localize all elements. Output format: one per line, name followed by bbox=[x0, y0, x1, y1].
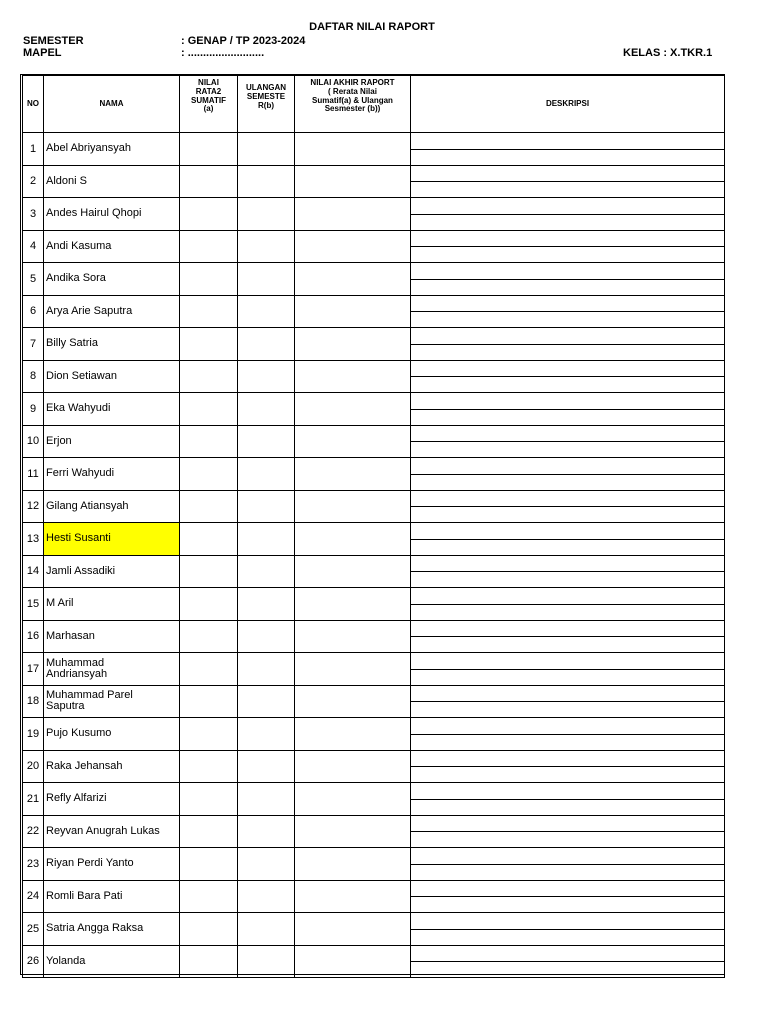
nilai-rata2-cell[interactable] bbox=[180, 133, 238, 166]
student-name-line: Aldoni S bbox=[46, 174, 87, 187]
nilai-akhir-cell[interactable] bbox=[295, 133, 411, 166]
row-number: 4 bbox=[23, 230, 44, 263]
ulangan-cell[interactable] bbox=[238, 458, 295, 491]
student-name-cell bbox=[44, 945, 180, 978]
ulangan-cell[interactable] bbox=[238, 880, 295, 913]
nilai-rata2-cell[interactable] bbox=[180, 490, 238, 523]
student-name-line: Andes Hairul Qhopi bbox=[46, 207, 142, 220]
deskripsi-divider bbox=[411, 929, 724, 930]
deskripsi-divider bbox=[411, 896, 724, 897]
nilai-rata2-cell[interactable] bbox=[180, 198, 238, 231]
deskripsi-divider bbox=[411, 831, 724, 832]
ulangan-cell[interactable] bbox=[238, 523, 295, 556]
student-name-cell bbox=[44, 880, 180, 913]
student-name-line: Arya Arie Saputra bbox=[46, 304, 133, 317]
student-name-cell bbox=[44, 718, 180, 751]
row-number: 16 bbox=[23, 620, 44, 653]
student-name-line: Jamli Assadiki bbox=[46, 564, 116, 577]
nilai-rata2-cell[interactable] bbox=[180, 783, 238, 816]
nilai-rata2-cell[interactable] bbox=[180, 328, 238, 361]
nilai-akhir-cell[interactable] bbox=[295, 848, 411, 881]
deskripsi-cell[interactable] bbox=[411, 133, 725, 166]
ulangan-cell[interactable] bbox=[238, 328, 295, 361]
student-name-line: Pujo Kusumo bbox=[46, 727, 112, 740]
table-row bbox=[23, 750, 725, 783]
nilai-rata2-cell[interactable] bbox=[180, 588, 238, 621]
nilai-akhir-cell[interactable] bbox=[295, 555, 411, 588]
table-row bbox=[23, 653, 725, 686]
semester-value: : GENAP / TP 2023-2024 bbox=[181, 35, 306, 47]
student-name-line: Satria Angga Raksa bbox=[46, 922, 144, 935]
header-nilai-akhir-line: NILAI AKHIR RAPORT bbox=[310, 78, 395, 87]
student-name-cell bbox=[44, 750, 180, 783]
student-name-cell bbox=[44, 913, 180, 946]
student-name-cell bbox=[44, 523, 180, 556]
nilai-akhir-cell[interactable] bbox=[295, 815, 411, 848]
table-row bbox=[23, 295, 725, 328]
deskripsi-divider bbox=[411, 766, 724, 767]
ulangan-cell[interactable] bbox=[238, 230, 295, 263]
deskripsi-divider bbox=[411, 441, 724, 442]
student-name-line: Gilang Atiansyah bbox=[46, 499, 129, 512]
ulangan-cell[interactable] bbox=[238, 620, 295, 653]
nilai-akhir-cell[interactable] bbox=[295, 295, 411, 328]
deskripsi-cell[interactable] bbox=[411, 848, 725, 881]
table-body bbox=[23, 133, 725, 978]
row-number: 24 bbox=[23, 880, 44, 913]
nilai-akhir-cell[interactable] bbox=[295, 165, 411, 198]
nilai-rata2-cell[interactable] bbox=[180, 685, 238, 718]
deskripsi-divider bbox=[411, 864, 724, 865]
deskripsi-cell[interactable] bbox=[411, 165, 725, 198]
deskripsi-divider bbox=[411, 734, 724, 735]
header-deskripsi: DESKRIPSI bbox=[411, 76, 725, 133]
mapel-label: MAPEL bbox=[23, 47, 62, 59]
header-ulangan-line: SEMESTE bbox=[246, 91, 286, 101]
ulangan-cell[interactable] bbox=[238, 588, 295, 621]
student-name-line: Refly Alfarizi bbox=[46, 792, 107, 805]
deskripsi-cell[interactable] bbox=[411, 913, 725, 946]
student-name-line: Erjon bbox=[46, 434, 72, 447]
deskripsi-divider bbox=[411, 409, 724, 410]
nilai-rata2-cell[interactable] bbox=[180, 393, 238, 426]
document-title: DAFTAR NILAI RAPORT bbox=[309, 21, 435, 33]
nilai-rata2-cell[interactable] bbox=[180, 880, 238, 913]
row-number: 2 bbox=[23, 165, 44, 198]
student-name-cell bbox=[44, 425, 180, 458]
deskripsi-cell[interactable] bbox=[411, 815, 725, 848]
ulangan-cell[interactable] bbox=[238, 295, 295, 328]
grade-table bbox=[22, 75, 725, 978]
row-number: 26 bbox=[23, 945, 44, 978]
deskripsi-divider bbox=[411, 669, 724, 670]
semester-label: SEMESTER bbox=[23, 35, 84, 47]
row-number: 11 bbox=[23, 458, 44, 491]
table-row bbox=[23, 913, 725, 946]
student-name-cell bbox=[44, 555, 180, 588]
nilai-rata2-cell[interactable] bbox=[180, 653, 238, 686]
ulangan-cell[interactable] bbox=[238, 198, 295, 231]
student-name-cell bbox=[44, 815, 180, 848]
header-nilai-rata2-line: RATA2 bbox=[195, 86, 222, 96]
table-row bbox=[23, 685, 725, 718]
student-name-line: Romli Bara Pati bbox=[46, 889, 123, 902]
row-number: 21 bbox=[23, 783, 44, 816]
table-row bbox=[23, 328, 725, 361]
table-row bbox=[23, 133, 725, 166]
deskripsi-cell[interactable] bbox=[411, 360, 725, 393]
ulangan-cell[interactable] bbox=[238, 815, 295, 848]
nilai-rata2-cell[interactable] bbox=[180, 620, 238, 653]
deskripsi-divider bbox=[411, 344, 724, 345]
student-name-line: Andika Sora bbox=[46, 272, 106, 285]
nilai-rata2-cell[interactable] bbox=[180, 263, 238, 296]
deskripsi-cell[interactable] bbox=[411, 393, 725, 426]
nilai-akhir-cell[interactable] bbox=[295, 328, 411, 361]
nilai-rata2-cell[interactable] bbox=[180, 913, 238, 946]
nilai-rata2-cell[interactable] bbox=[180, 458, 238, 491]
header-nama: NAMA bbox=[44, 76, 180, 133]
table-row bbox=[23, 815, 725, 848]
table-row bbox=[23, 848, 725, 881]
nilai-akhir-cell[interactable] bbox=[295, 718, 411, 751]
header-nilai-akhir-line: ( Rerata Nilai bbox=[328, 86, 377, 96]
student-name-line: M Aril bbox=[46, 597, 74, 610]
nilai-akhir-cell[interactable] bbox=[295, 620, 411, 653]
nilai-rata2-cell[interactable] bbox=[180, 815, 238, 848]
deskripsi-divider bbox=[411, 214, 724, 215]
table-row bbox=[23, 620, 725, 653]
student-name-cell bbox=[44, 360, 180, 393]
table-row bbox=[23, 523, 725, 556]
deskripsi-cell[interactable] bbox=[411, 945, 725, 978]
header-nilai-akhir-line: Sumatif(a) & Ulangan bbox=[312, 95, 393, 105]
table-row bbox=[23, 718, 725, 751]
header-no: NO bbox=[23, 76, 44, 133]
ulangan-cell[interactable] bbox=[238, 653, 295, 686]
deskripsi-divider bbox=[411, 279, 724, 280]
row-number: 14 bbox=[23, 555, 44, 588]
deskripsi-cell[interactable] bbox=[411, 328, 725, 361]
header-nilai-akhir bbox=[295, 76, 411, 133]
deskripsi-cell[interactable] bbox=[411, 425, 725, 458]
table-row bbox=[23, 945, 725, 978]
student-name-cell bbox=[44, 328, 180, 361]
deskripsi-cell[interactable] bbox=[411, 588, 725, 621]
nilai-akhir-cell[interactable] bbox=[295, 490, 411, 523]
nilai-akhir-cell[interactable] bbox=[295, 750, 411, 783]
nilai-rata2-cell[interactable] bbox=[180, 425, 238, 458]
row-number: 8 bbox=[23, 360, 44, 393]
ulangan-cell[interactable] bbox=[238, 783, 295, 816]
row-number: 23 bbox=[23, 848, 44, 881]
nilai-rata2-cell[interactable] bbox=[180, 848, 238, 881]
row-number: 9 bbox=[23, 393, 44, 426]
ulangan-cell[interactable] bbox=[238, 945, 295, 978]
nilai-rata2-cell[interactable] bbox=[180, 360, 238, 393]
row-number: 10 bbox=[23, 425, 44, 458]
deskripsi-cell[interactable] bbox=[411, 523, 725, 556]
ulangan-cell[interactable] bbox=[238, 360, 295, 393]
row-number: 22 bbox=[23, 815, 44, 848]
deskripsi-divider bbox=[411, 636, 724, 637]
student-name-cell bbox=[44, 783, 180, 816]
student-name-line: Riyan Perdi Yanto bbox=[46, 857, 134, 870]
nilai-rata2-cell[interactable] bbox=[180, 165, 238, 198]
ulangan-cell[interactable] bbox=[238, 425, 295, 458]
table-header-row bbox=[23, 76, 725, 133]
ulangan-cell[interactable] bbox=[238, 718, 295, 751]
ulangan-cell[interactable] bbox=[238, 133, 295, 166]
deskripsi-cell[interactable] bbox=[411, 718, 725, 751]
student-name-line: Raka Jehansah bbox=[46, 759, 123, 772]
nilai-akhir-cell[interactable] bbox=[295, 263, 411, 296]
table-row bbox=[23, 555, 725, 588]
row-number: 25 bbox=[23, 913, 44, 946]
deskripsi-cell[interactable] bbox=[411, 783, 725, 816]
student-name-line: Ferri Wahyudi bbox=[46, 467, 115, 480]
nilai-rata2-cell[interactable] bbox=[180, 523, 238, 556]
deskripsi-divider bbox=[411, 246, 724, 247]
nilai-akhir-cell[interactable] bbox=[295, 523, 411, 556]
nilai-rata2-cell[interactable] bbox=[180, 555, 238, 588]
header-ulangan-line: ULANGAN bbox=[246, 83, 286, 92]
row-number: 15 bbox=[23, 588, 44, 621]
table-row bbox=[23, 393, 725, 426]
student-name-cell bbox=[44, 458, 180, 491]
student-name-line: Yolanda bbox=[46, 954, 86, 967]
header-nilai-rata2 bbox=[180, 76, 238, 133]
table-row bbox=[23, 263, 725, 296]
student-name-line: Abel Abriyansyah bbox=[46, 142, 131, 155]
deskripsi-divider bbox=[411, 799, 724, 800]
table-row bbox=[23, 458, 725, 491]
deskripsi-cell[interactable] bbox=[411, 555, 725, 588]
student-name-line: Muhammad Parel bbox=[46, 689, 133, 702]
nilai-akhir-cell[interactable] bbox=[295, 653, 411, 686]
deskripsi-divider bbox=[411, 961, 724, 962]
student-name-line: Eka Wahyudi bbox=[46, 402, 111, 415]
deskripsi-divider bbox=[411, 376, 724, 377]
ulangan-cell[interactable] bbox=[238, 685, 295, 718]
student-name-line: Andi Kasuma bbox=[46, 239, 112, 252]
nilai-akhir-cell[interactable] bbox=[295, 685, 411, 718]
row-number: 20 bbox=[23, 750, 44, 783]
row-number: 13 bbox=[23, 523, 44, 556]
ulangan-cell[interactable] bbox=[238, 165, 295, 198]
ulangan-cell[interactable] bbox=[238, 848, 295, 881]
ulangan-cell[interactable] bbox=[238, 393, 295, 426]
student-name-line: Dion Setiawan bbox=[46, 369, 117, 382]
student-name-cell bbox=[44, 133, 180, 166]
deskripsi-divider bbox=[411, 149, 724, 150]
header-nilai-rata2-line: SUMATIF bbox=[191, 95, 226, 105]
student-name-cell bbox=[44, 198, 180, 231]
deskripsi-cell[interactable] bbox=[411, 295, 725, 328]
deskripsi-cell[interactable] bbox=[411, 198, 725, 231]
ulangan-cell[interactable] bbox=[238, 555, 295, 588]
row-number: 5 bbox=[23, 263, 44, 296]
student-name-line: Saputra bbox=[46, 700, 85, 713]
table-row bbox=[23, 165, 725, 198]
header-ulangan-line: R(b) bbox=[258, 100, 274, 110]
student-name-line: Billy Satria bbox=[46, 337, 98, 350]
nilai-rata2-cell[interactable] bbox=[180, 295, 238, 328]
deskripsi-divider bbox=[411, 539, 724, 540]
header-nilai-akhir-line: Sesmester (b)) bbox=[324, 104, 381, 114]
row-number: 6 bbox=[23, 295, 44, 328]
deskripsi-cell[interactable] bbox=[411, 263, 725, 296]
deskripsi-cell[interactable] bbox=[411, 685, 725, 718]
nilai-akhir-cell[interactable] bbox=[295, 458, 411, 491]
student-name-cell bbox=[44, 490, 180, 523]
deskripsi-cell[interactable] bbox=[411, 230, 725, 263]
nilai-akhir-cell[interactable] bbox=[295, 425, 411, 458]
student-name-cell bbox=[44, 620, 180, 653]
nilai-akhir-cell[interactable] bbox=[295, 783, 411, 816]
student-name-line: Muhammad bbox=[46, 656, 105, 669]
deskripsi-divider bbox=[411, 604, 724, 605]
deskripsi-divider bbox=[411, 571, 724, 572]
deskripsi-cell[interactable] bbox=[411, 620, 725, 653]
row-number: 19 bbox=[23, 718, 44, 751]
header-nilai-rata2-line: NILAI bbox=[198, 78, 219, 87]
mapel-value: : ......................... bbox=[181, 47, 265, 59]
student-name-line: Reyvan Anugrah Lukas bbox=[46, 824, 160, 837]
kelas-label: KELAS : X.TKR.1 bbox=[623, 47, 713, 59]
student-name-line: Marhasan bbox=[46, 629, 95, 642]
row-number: 17 bbox=[23, 653, 44, 686]
nilai-rata2-cell[interactable] bbox=[180, 718, 238, 751]
deskripsi-cell[interactable] bbox=[411, 653, 725, 686]
table-row bbox=[23, 230, 725, 263]
nilai-rata2-cell[interactable] bbox=[180, 230, 238, 263]
student-name-cell bbox=[44, 653, 180, 686]
header-ulangan bbox=[238, 76, 295, 133]
row-number: 12 bbox=[23, 490, 44, 523]
nilai-akhir-cell[interactable] bbox=[295, 393, 411, 426]
student-name-cell bbox=[44, 165, 180, 198]
table-row bbox=[23, 783, 725, 816]
row-number: 1 bbox=[23, 133, 44, 166]
deskripsi-cell[interactable] bbox=[411, 750, 725, 783]
deskripsi-cell[interactable] bbox=[411, 880, 725, 913]
deskripsi-divider bbox=[411, 181, 724, 182]
table-row bbox=[23, 588, 725, 621]
deskripsi-cell[interactable] bbox=[411, 458, 725, 491]
deskripsi-divider bbox=[411, 311, 724, 312]
nilai-akhir-cell[interactable] bbox=[295, 880, 411, 913]
table-row bbox=[23, 490, 725, 523]
nilai-akhir-cell[interactable] bbox=[295, 230, 411, 263]
student-name-cell bbox=[44, 230, 180, 263]
student-name-cell bbox=[44, 848, 180, 881]
ulangan-cell[interactable] bbox=[238, 490, 295, 523]
deskripsi-divider bbox=[411, 506, 724, 507]
nilai-akhir-cell[interactable] bbox=[295, 360, 411, 393]
nilai-akhir-cell[interactable] bbox=[295, 945, 411, 978]
nilai-rata2-cell[interactable] bbox=[180, 750, 238, 783]
table-row bbox=[23, 360, 725, 393]
student-name-line: Hesti Susanti bbox=[46, 532, 111, 545]
table-row bbox=[23, 198, 725, 231]
header-nilai-rata2-line: (a) bbox=[203, 104, 214, 114]
row-number: 18 bbox=[23, 685, 44, 718]
table-row bbox=[23, 425, 725, 458]
nilai-akhir-cell[interactable] bbox=[295, 198, 411, 231]
student-name-cell bbox=[44, 295, 180, 328]
student-name-cell bbox=[44, 393, 180, 426]
ulangan-cell[interactable] bbox=[238, 750, 295, 783]
table-row bbox=[23, 880, 725, 913]
nilai-rata2-cell[interactable] bbox=[180, 945, 238, 978]
ulangan-cell[interactable] bbox=[238, 913, 295, 946]
nilai-akhir-cell[interactable] bbox=[295, 913, 411, 946]
row-number: 3 bbox=[23, 198, 44, 231]
deskripsi-cell[interactable] bbox=[411, 490, 725, 523]
deskripsi-divider bbox=[411, 701, 724, 702]
nilai-akhir-cell[interactable] bbox=[295, 588, 411, 621]
student-name-cell bbox=[44, 263, 180, 296]
student-name-line: Andriansyah bbox=[46, 667, 108, 680]
deskripsi-divider bbox=[411, 474, 724, 475]
student-name-cell bbox=[44, 685, 180, 718]
row-number: 7 bbox=[23, 328, 44, 361]
student-name-cell bbox=[44, 588, 180, 621]
ulangan-cell[interactable] bbox=[238, 263, 295, 296]
